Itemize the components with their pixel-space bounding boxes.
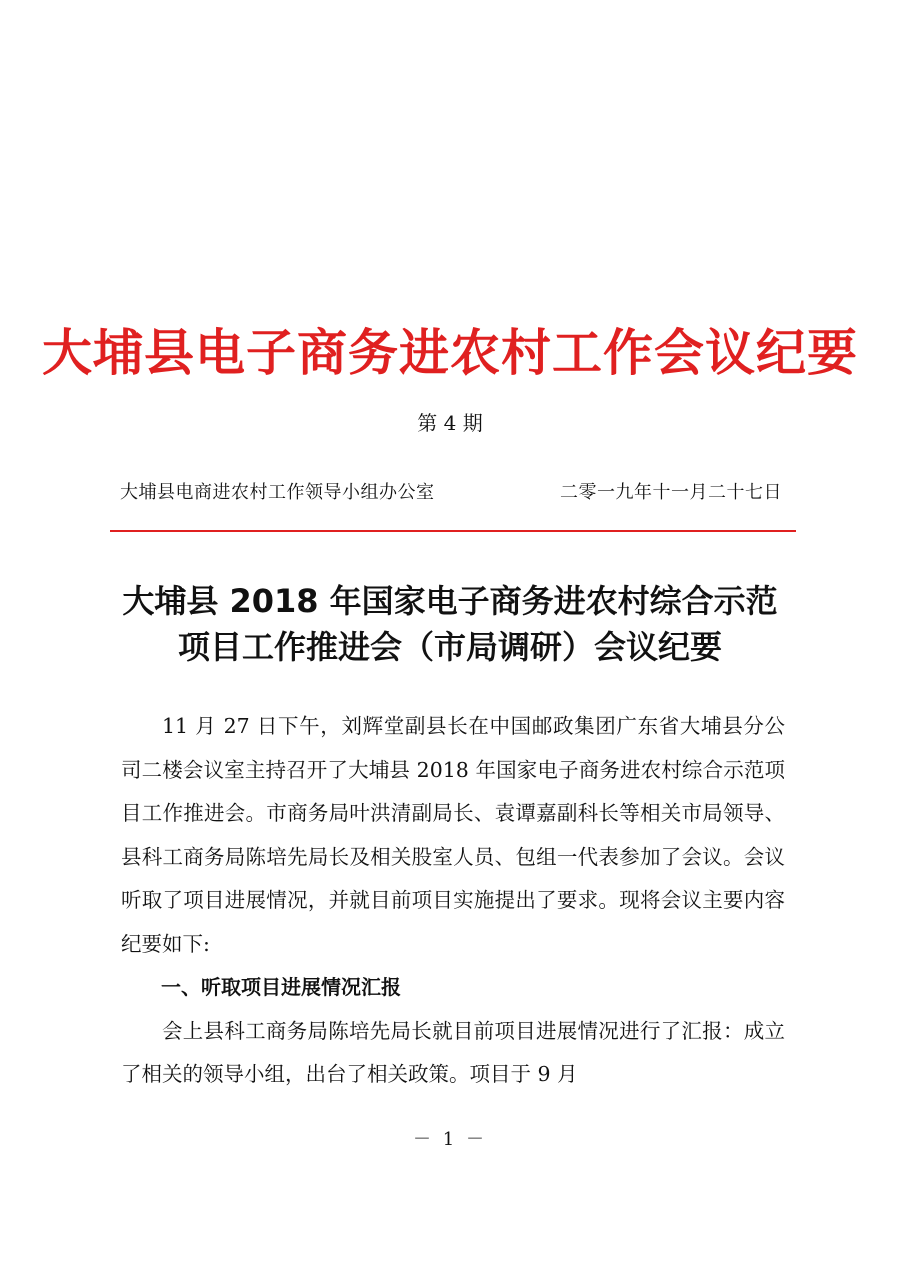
page-number: － 1 － bbox=[413, 1129, 487, 1150]
issue-date: 二零一九年十一月二十七日 bbox=[560, 482, 782, 503]
issuer-name: 大埔县电商进农村工作领导小组办公室 bbox=[120, 482, 435, 503]
issue-number: 第 4 期 bbox=[417, 411, 483, 435]
masthead-title: 大埔县电子商务进农村工作会议纪要 bbox=[42, 323, 858, 382]
red-divider bbox=[110, 530, 796, 532]
section-heading-1: 一、听取项目进展情况汇报 bbox=[161, 975, 401, 999]
body-paragraph-1: 11 月 27 日下午，刘辉堂副县长在中国邮政集团广东省大埔县分公司二楼会议室主持召开了大埔县 2018 年国家电子商务进农村综合示范项目工作推进会。市商务局叶洪清副局长、袁谭嘉副科长等相关市局领导、县科工商务局陈培先局长及相关股室人员、包组一代表参加了会议。会议听取了项目进展情况，并就目前项目实施提出了要求。现将会议主要内容纪要如下: bbox=[121, 714, 785, 956]
body-paragraph-2: 会上县科工商务局陈培先局长就目前项目进展情况进行了汇报：成立了相关的领导小组，出台了相关政策。项目于 9 月 bbox=[121, 1018, 785, 1086]
document-title bbox=[0, 578, 900, 670]
document-title-line-2: 项目工作推进会（市局调研）会议纪要 bbox=[177, 628, 722, 666]
document-title-line-1: 大埔县 2018 年国家电子商务进农村综合示范 bbox=[122, 582, 778, 620]
document-body bbox=[121, 705, 785, 1097]
